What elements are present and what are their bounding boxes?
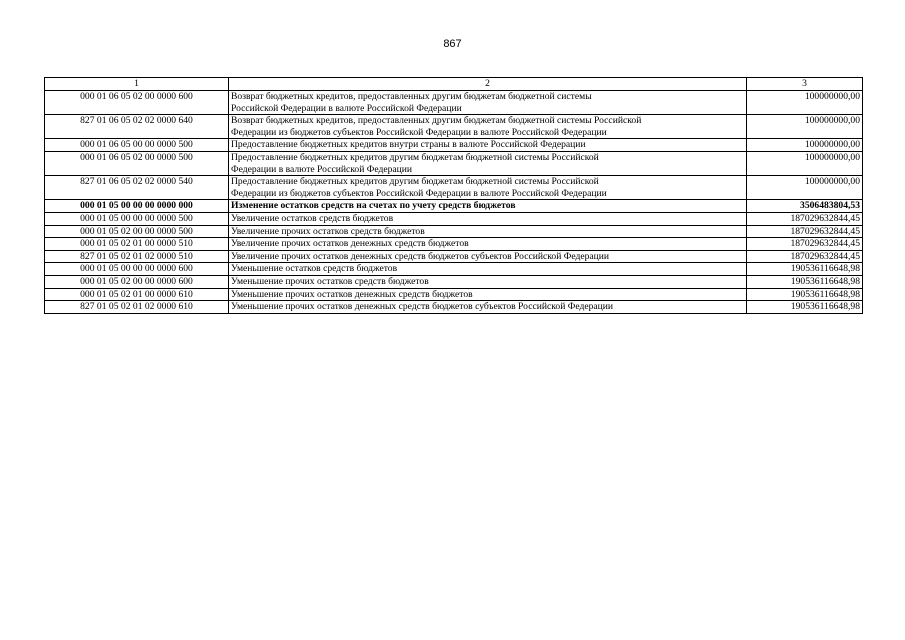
table-row xyxy=(45,151,863,175)
table-row xyxy=(45,176,863,200)
description-cell xyxy=(229,151,747,175)
amount-cell: 187029632844,45 xyxy=(747,238,863,251)
table-row xyxy=(45,91,863,115)
description-line: Уменьшение прочих остатков денежных средств бюджетов субъектов Российской Федерации xyxy=(231,301,614,313)
table-row xyxy=(45,301,863,314)
description-cell xyxy=(229,225,747,238)
amount-cell: 187029632844,45 xyxy=(747,225,863,238)
budget-code-cell: 827 01 06 05 02 02 0000 640 xyxy=(45,115,229,139)
table-row xyxy=(45,115,863,139)
description-cell xyxy=(229,212,747,225)
description-line: Увеличение прочих остатков денежных средств бюджетов xyxy=(231,238,469,250)
description-line: Предоставление бюджетных кредитов другим бюджетам бюджетной системы Российской xyxy=(231,151,599,163)
column-header-code: 1 xyxy=(45,78,229,91)
description-line: Увеличение прочих остатков денежных средств бюджетов субъектов Российской Федерации xyxy=(231,250,610,262)
amount-cell: 190536116648,98 xyxy=(747,263,863,276)
table-row xyxy=(45,288,863,301)
amount-cell: 190536116648,98 xyxy=(747,301,863,314)
table-row xyxy=(45,238,863,251)
column-header-amount: 3 xyxy=(747,78,863,91)
amount-cell: 100000000,00 xyxy=(747,176,863,200)
table-body xyxy=(45,91,863,314)
column-header-description: 2 xyxy=(229,78,747,91)
amount-cell: 190536116648,98 xyxy=(747,275,863,288)
budget-code-cell: 827 01 06 05 02 02 0000 540 xyxy=(45,176,229,200)
amount-cell: 3506483804,53 xyxy=(747,200,863,213)
amount-cell: 100000000,00 xyxy=(747,151,863,175)
page-number: 867 xyxy=(443,38,462,50)
budget-code-cell: 000 01 05 00 00 00 0000 000 xyxy=(45,200,229,213)
table-row xyxy=(45,200,863,213)
budget-code-cell: 000 01 06 05 02 00 0000 600 xyxy=(45,91,229,115)
description-cell xyxy=(229,250,747,263)
description-line: Уменьшение прочих остатков денежных средств бюджетов xyxy=(231,288,473,300)
description-line: Российской Федерации в валюте Российской Федерации xyxy=(231,102,462,114)
amount-cell: 100000000,00 xyxy=(747,139,863,152)
description-line: Уменьшение остатков средств бюджетов xyxy=(231,263,398,275)
amount-cell: 187029632844,45 xyxy=(747,212,863,225)
description-cell xyxy=(229,301,747,314)
table-row xyxy=(45,275,863,288)
budget-code-cell: 000 01 05 02 00 00 0000 600 xyxy=(45,275,229,288)
budget-code-cell: 000 01 05 02 00 00 0000 500 xyxy=(45,225,229,238)
description-cell xyxy=(229,238,747,251)
amount-cell: 100000000,00 xyxy=(747,91,863,115)
table-header-row xyxy=(45,78,863,91)
budget-sources-table xyxy=(44,77,863,314)
description-line: Федерации из бюджетов субъектов Российской Федерации в валюте Российской Федерации xyxy=(231,187,607,199)
description-cell xyxy=(229,176,747,200)
table-row xyxy=(45,250,863,263)
budget-code-cell: 000 01 05 00 00 00 0000 600 xyxy=(45,263,229,276)
amount-cell: 187029632844,45 xyxy=(747,250,863,263)
description-cell xyxy=(229,115,747,139)
table-row xyxy=(45,263,863,276)
budget-code-cell: 000 01 05 00 00 00 0000 500 xyxy=(45,212,229,225)
table-row xyxy=(45,212,863,225)
budget-code-cell: 000 01 05 02 01 00 0000 610 xyxy=(45,288,229,301)
budget-code-cell: 000 01 06 05 00 00 0000 500 xyxy=(45,139,229,152)
table-row xyxy=(45,225,863,238)
description-line: Возврат бюджетных кредитов, предоставленных другим бюджетам бюджетной системы xyxy=(231,91,592,102)
description-line: Изменение остатков средств на счетах по учету средств бюджетов xyxy=(231,200,516,212)
description-line: Федерации в валюте Российской Федерации xyxy=(231,163,413,175)
budget-code-cell: 000 01 06 05 02 00 0000 500 xyxy=(45,151,229,175)
budget-code-cell: 827 01 05 02 01 02 0000 610 xyxy=(45,301,229,314)
amount-cell: 190536116648,98 xyxy=(747,288,863,301)
description-cell xyxy=(229,91,747,115)
description-line: Увеличение остатков средств бюджетов xyxy=(231,212,394,224)
description-line: Возврат бюджетных кредитов, предоставленных другим бюджетам бюджетной системы Российской xyxy=(231,115,642,127)
description-cell xyxy=(229,288,747,301)
amount-cell: 100000000,00 xyxy=(747,115,863,139)
description-line: Предоставление бюджетных кредитов внутри страны в валюте Российской Федерации xyxy=(231,139,586,151)
description-cell xyxy=(229,200,747,213)
table-row xyxy=(45,139,863,152)
description-line: Федерации из бюджетов субъектов Российской Федерации в валюте Российской Федерации xyxy=(231,126,607,138)
description-cell xyxy=(229,263,747,276)
description-cell xyxy=(229,139,747,152)
description-cell xyxy=(229,275,747,288)
budget-code-cell: 827 01 05 02 01 02 0000 510 xyxy=(45,250,229,263)
description-line: Увеличение прочих остатков средств бюджетов xyxy=(231,225,425,237)
description-line: Уменьшение прочих остатков средств бюджетов xyxy=(231,275,429,287)
description-line: Предоставление бюджетных кредитов другим бюджетам бюджетной системы Российской xyxy=(231,176,599,188)
budget-code-cell: 000 01 05 02 01 00 0000 510 xyxy=(45,238,229,251)
